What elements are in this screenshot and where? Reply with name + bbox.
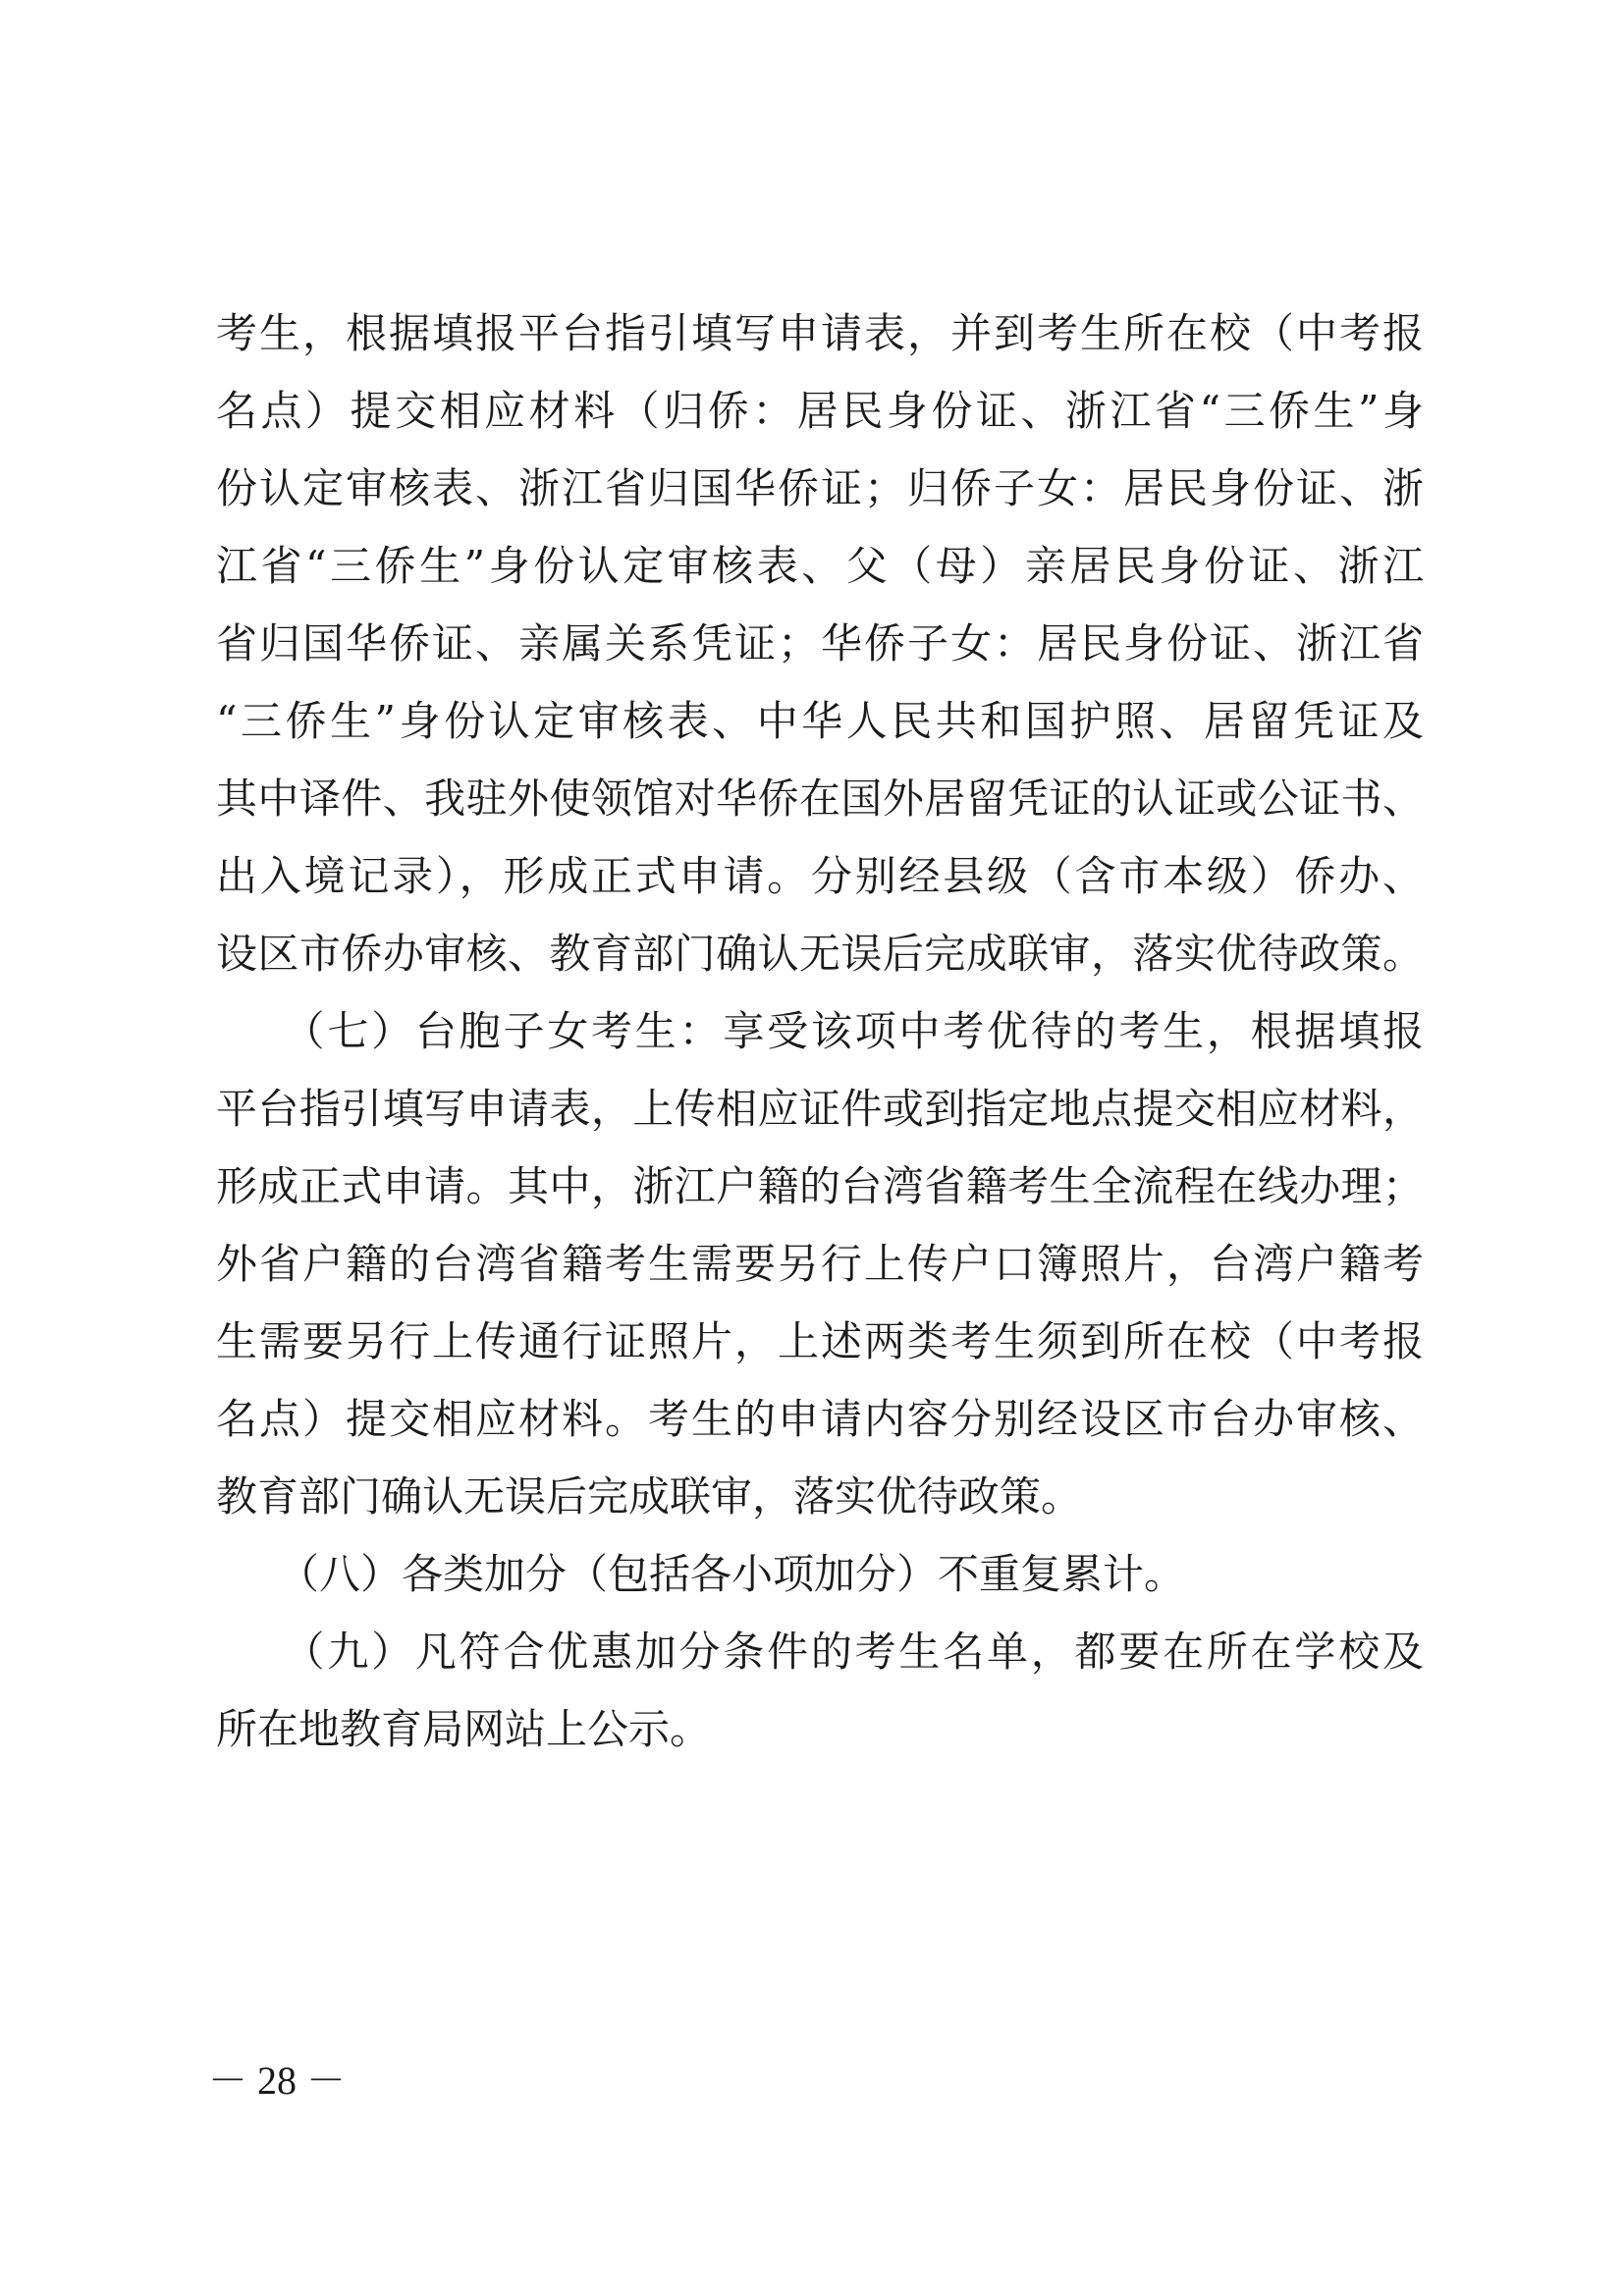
text-line: 教育部门确认无误后完成联审，落实优待政策。 [216, 1472, 1083, 1521]
text-line: 名点）提交相应材料。考生的申请内容分别经设区市台办审核、 [216, 1395, 1424, 1443]
page-number: － 28 － [208, 2058, 346, 2103]
text-line: （七）台胞子女考生：享受该项中考优待的考生，根据填报 [216, 1007, 1424, 1055]
text-line: 江省“三侨生”身份认定审核表、父（母）亲居民身份证、浙江 [216, 542, 1424, 590]
text-line: 设区市侨办审核、教育部门确认无误后完成联审，落实优待政策。 [216, 930, 1424, 978]
text-line: 名点）提交相应材料（归侨：居民身份证、浙江省“三侨生”身 [216, 387, 1424, 435]
text-line: （八）各类加分（包括各小项加分）不重复累计。 [216, 1550, 1186, 1598]
text-line: （九）凡符合优惠加分条件的考生名单，都要在所在学校及 [216, 1628, 1424, 1676]
body-text [216, 294, 1424, 1768]
text-line: 出入境记录），形成正式申请。分别经县级（含市本级）侨办、 [216, 852, 1424, 900]
text-line: 外省户籍的台湾省籍考生需要另行上传户口簿照片，台湾户籍考 [216, 1240, 1424, 1288]
text-line: 平台指引填写申请表，上传相应证件或到指定地点提交相应材料， [216, 1085, 1424, 1133]
text-line: 省归国华侨证、亲属关系凭证；华侨子女：居民身份证、浙江省 [216, 619, 1424, 667]
text-line: 形成正式申请。其中，浙江户籍的台湾省籍考生全流程在线办理； [216, 1162, 1424, 1210]
text-line: 所在地教育局网站上公示。 [216, 1705, 712, 1753]
text-line: 份认定审核表、浙江省归国华侨证；归侨子女：居民身份证、浙 [216, 464, 1424, 512]
text-line: 考生，根据填报平台指引填写申请表，并到考生所在校（中考报 [216, 309, 1424, 357]
text-line: 生需要另行上传通行证照片，上述两类考生须到所在校（中考报 [216, 1317, 1424, 1365]
text-line: “三侨生”身份认定审核表、中华人民共和国护照、居留凭证及 [216, 697, 1424, 745]
text-line: 其中译件、我驻外使领馆对华侨在国外居留凭证的认证或公证书、 [216, 774, 1424, 823]
